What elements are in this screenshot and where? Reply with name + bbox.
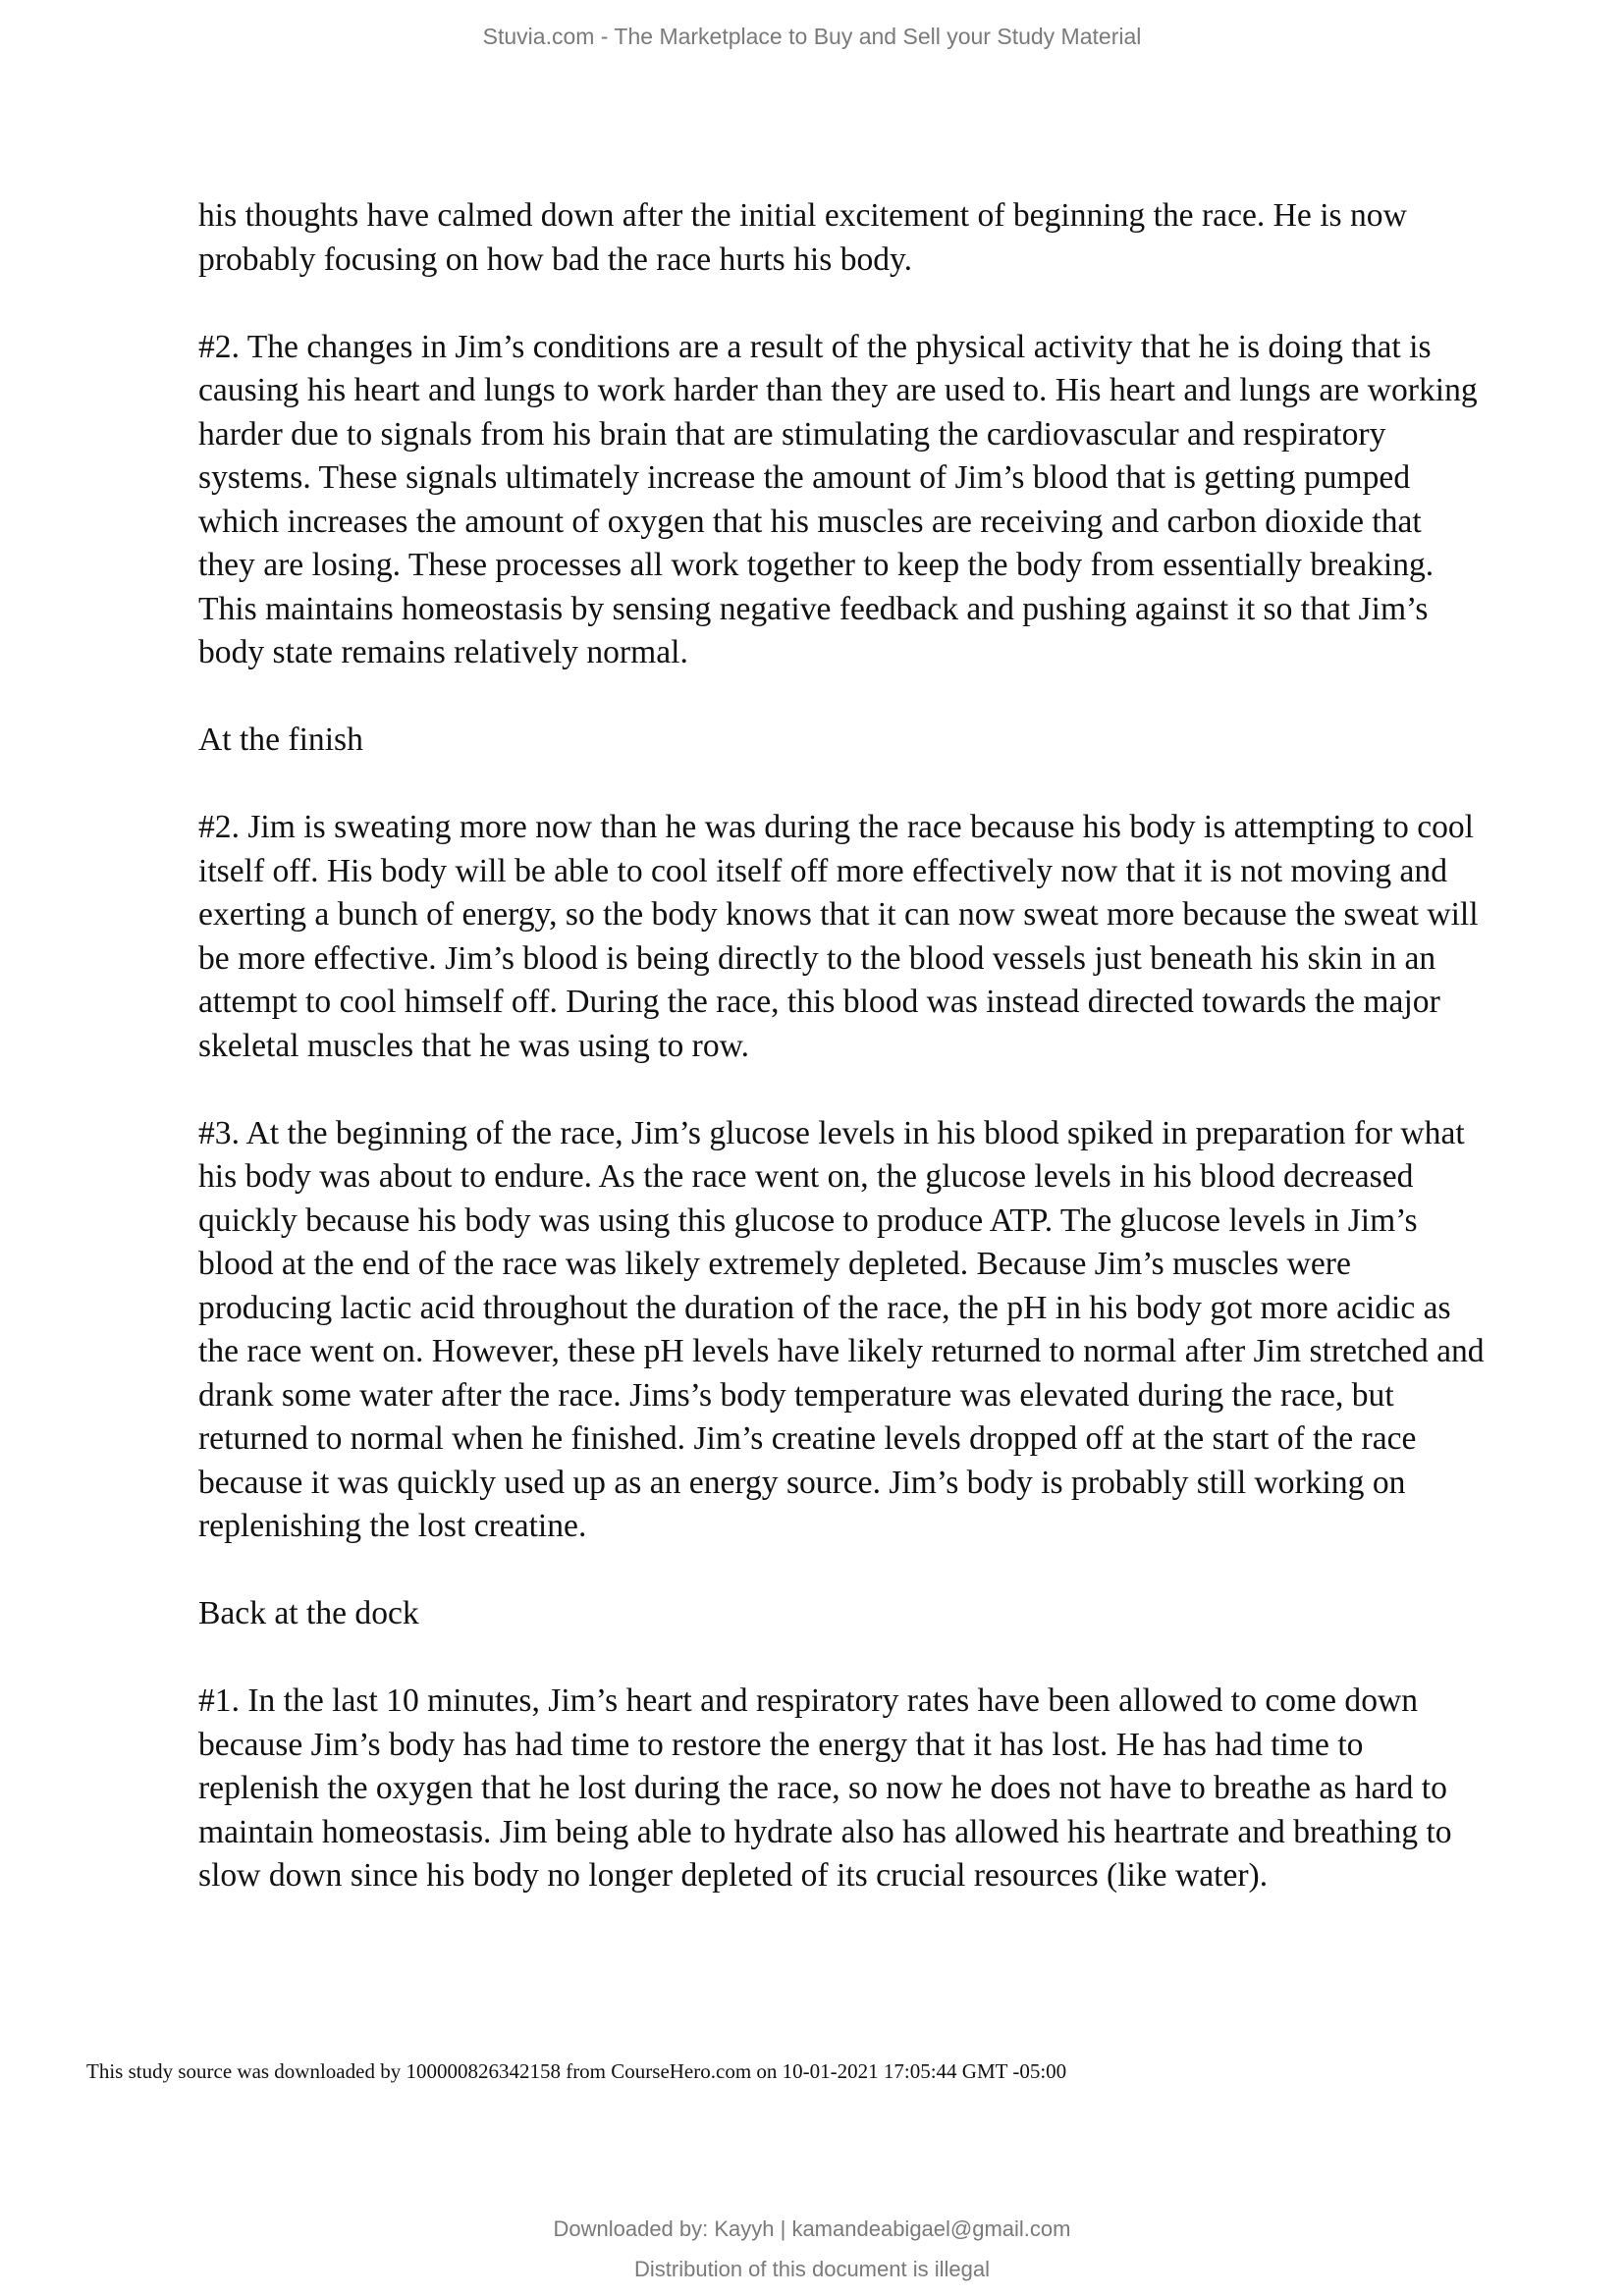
document-body <box>198 194 1485 1942</box>
header-watermark: Stuvia.com - The Marketplace to Buy and Sell your Study Material <box>482 24 1142 49</box>
footer-distribution-notice: Distribution of this document is illegal <box>634 2257 990 2281</box>
footer-downloaded-by: Downloaded by: Kayyh | kamandeabigael@gmail.com <box>553 2216 1071 2241</box>
section-heading-back-at-the-dock: Back at the dock <box>198 1595 419 1631</box>
paragraph-answer-3-finish: #3. At the beginning of the race, Jim’s glucose levels in his blood spiked in preparation for what his body was about to endure. As the race went on, the glucose levels in his blood decreased quickly because his body was using this glucose to produce ATP. The glucose levels in Jim’s blood at the end of the race was likely extremely depleted. Because Jim’s muscles were producing lactic acid throughout the duration of the race, the pH in his body got more acidic as the race went on. However, these pH levels have likely returned to normal after Jim stretched and drank some water after the race. Jims’s body temperature was elevated during the race, but returned to normal when he finished. Jim’s creatine levels dropped off at the start of the race because it was quickly used up as an energy source. Jim’s body is probably still working on replenishing the lost creatine. <box>198 1114 1485 1544</box>
source-note: This study source was downloaded by 100000826342158 from CourseHero.com on 10-01-2021 17:05:44 GMT -05:00 <box>86 2059 1067 2083</box>
paragraph-answer-2-finish: #2. Jim is sweating more now than he was during the race because his body is attempting to cool itself off. His body will be able to cool itself off more effectively now that it is not moving and exerting a bunch of energy, so the body knows that it can now sweat more because the sweat will be more effective. Jim’s blood is being directly to the blood vessels just beneath his skin in an attempt to cool himself off. During the race, this blood was instead directed towards the major skeletal muscles that he was using to row. <box>198 809 1479 1064</box>
paragraph-answer-2-race: #2. The changes in Jim’s conditions are a result of the physical activity that he is doing that is causing his heart and lungs to work harder than they are used to. His heart and lungs are working harder due to signals from his brain that are stimulating the cardiovascular and respiratory systems. These signals ultimately increase the amount of Jim’s blood that is getting pumped which increases the amount of oxygen that his muscles are receiving and carbon dioxide that they are losing. These processes all work together to keep the body from essentially breaking. This maintains homeostasis by sensing negative feedback and pushing against it so that Jim’s body state remains relatively normal. <box>198 328 1478 670</box>
paragraph-continuation: his thoughts have calmed down after the initial excitement of beginning the race. He is now probably focusing on how bad the race hurts his body. <box>198 197 1407 278</box>
section-heading-at-the-finish: At the finish <box>198 721 363 758</box>
paragraph-answer-1-dock: #1. In the last 10 minutes, Jim’s heart and respiratory rates have been allowed to come down because Jim’s body has had time to restore the energy that it has lost. He has had time to replenish the oxygen that he lost during the race, so now he does not have to breathe as hard to maintain homeostasis. Jim being able to hydrate also has allowed his heartrate and breathing to slow down since his body no longer depleted of its crucial resources (like water). <box>198 1682 1452 1894</box>
